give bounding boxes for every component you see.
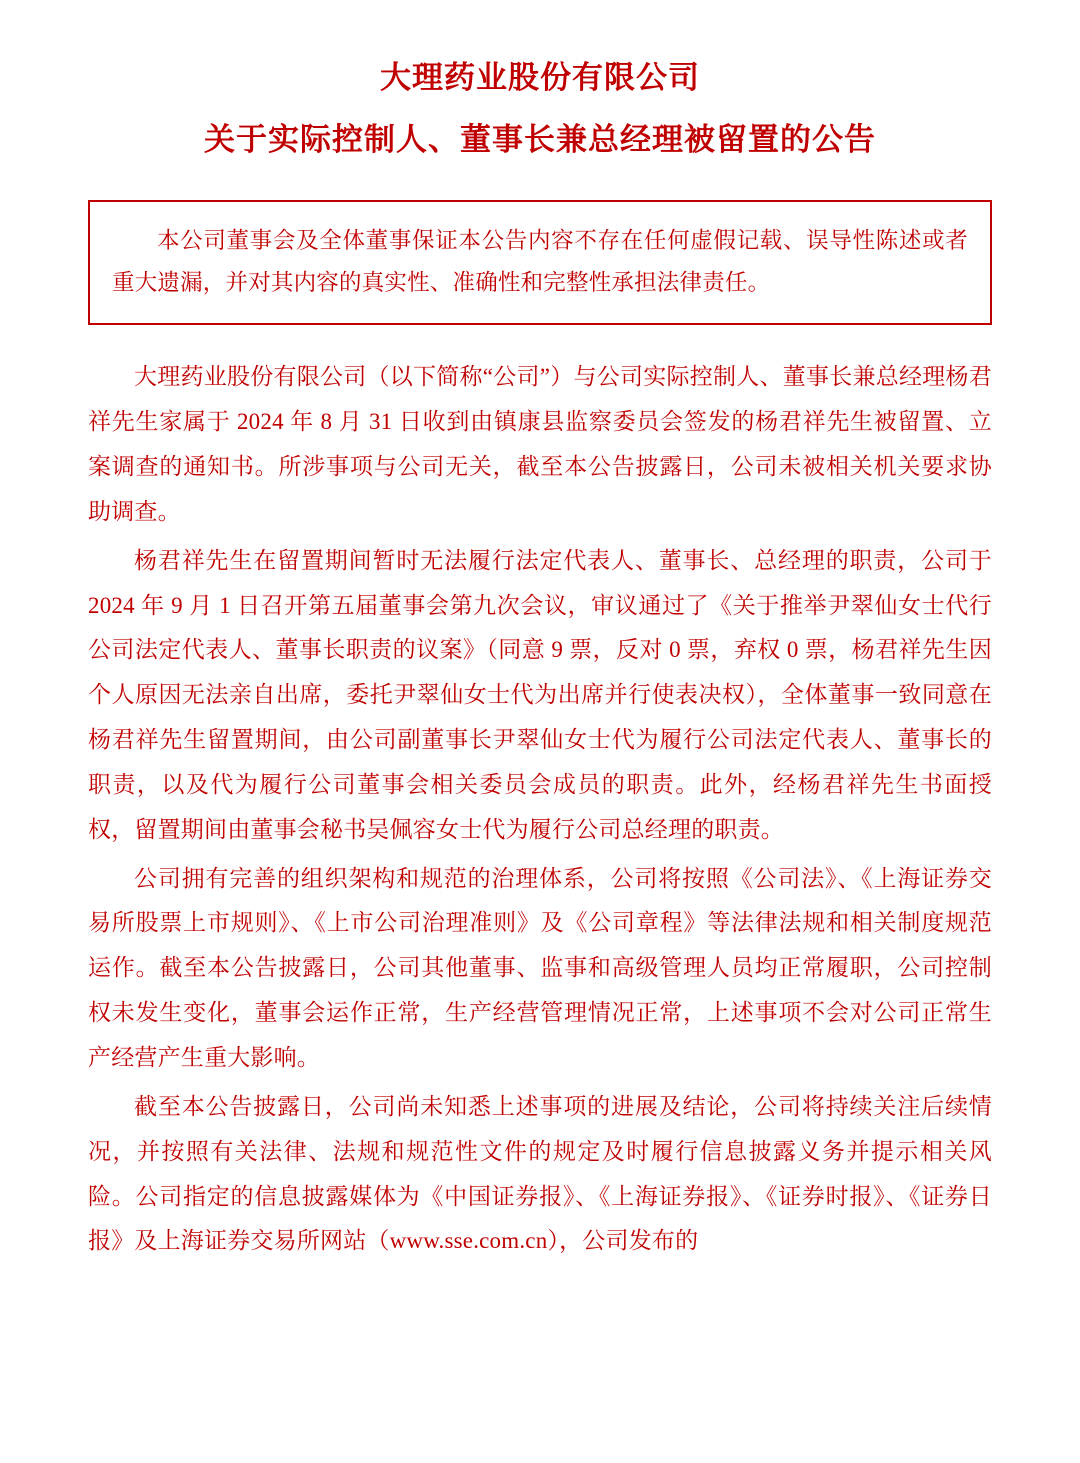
body-paragraph: 杨君祥先生在留置期间暂时无法履行法定代表人、董事长、总经理的职责，公司于 2024 年 9 月 1 日召开第五届董事会第九次会议，审议通过了《关于推举尹翠仙女士代行公司法定代表人、董事长职责的议案》（同意 9 票，反对 0 票，弃权 0 票，杨君祥先生因个人原因无法亲自出席，委托尹翠仙女士代为出席并行使表决权），全体董事一致同意在杨君祥先生留置期间，由公司副董事长尹翠仙女士代为履行公司法定代表人、董事长的职责，以及代为履行公司董事会相关委员会成员的职责。此外，经杨君祥先生书面授权，留置期间由董事会秘书吴佩容女士代为履行公司总经理的职责。	[88, 547, 992, 842]
body-paragraph: 截至本公告披露日，公司尚未知悉上述事项的进展及结论，公司将持续关注后续情况，并按照有关法律、法规和规范性文件的规定及时履行信息披露义务并提示相关风险。公司指定的信息披露媒体为《中国证券报》、《上海证券报》、《证券时报》、《证券日报》及上海证券交易所网站（www.sse.com.cn），公司发布的	[88, 1093, 992, 1254]
company-name-title: 大理药业股份有限公司	[380, 60, 700, 95]
liability-statement-box	[88, 200, 992, 325]
liability-statement-text: 本公司董事会及全体董事保证本公告内容不存在任何虚假记载、误导性陈述或者重大遗漏，并对其内容的真实性、准确性和完整性承担法律责任。	[112, 228, 968, 295]
document-body	[88, 355, 992, 1264]
body-paragraph: 大理药业股份有限公司（以下简称“公司”）与公司实际控制人、董事长兼总经理杨君祥先生家属于 2024 年 8 月 31 日收到由镇康县监察委员会签发的杨君祥先生被留置、立案调查的通知书。所涉事项与公司无关，截至本公告披露日，公司未被相关机关要求协助调查。	[88, 364, 992, 524]
body-paragraph: 公司拥有完善的组织架构和规范的治理体系，公司将按照《公司法》、《上海证券交易所股票上市规则》、《上市公司治理准则》及《公司章程》等法律法规和相关制度规范运作。截至本公告披露日，公司其他董事、监事和高级管理人员均正常履职，公司控制权未发生变化，董事会运作正常，生产经营管理情况正常，上述事项不会对公司正常生产经营产生重大影响。	[88, 865, 992, 1070]
document-title	[88, 54, 992, 164]
announcement-subject-title: 关于实际控制人、董事长兼总经理被留置的公告	[204, 122, 876, 158]
